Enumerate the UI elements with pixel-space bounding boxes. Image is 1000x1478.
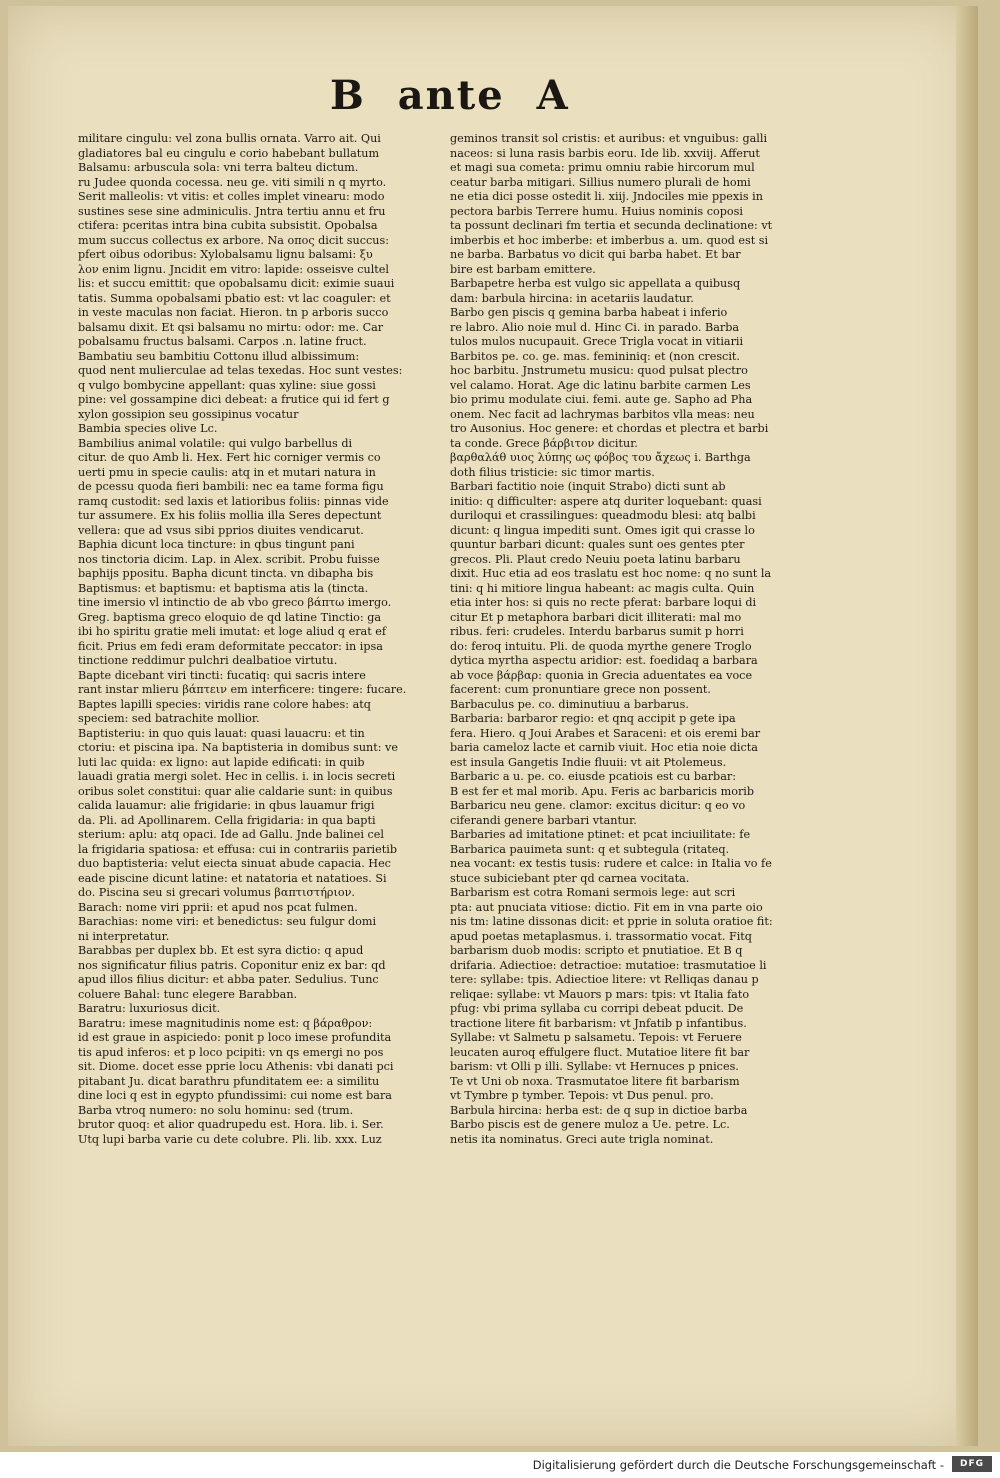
text-line: la frigidaria spatiosa: et effusa: cui in contrariis parietib	[78, 842, 397, 856]
text-line: Barbarica pauimeta sunt: q et subtegula (ritateq.	[450, 842, 730, 856]
page-edge	[956, 6, 978, 1446]
text-line: baphijs ppositu. Bapha dicunt tincta. vn dibapha bis	[78, 567, 374, 580]
text-line: speciem: sed batrachite mollior.	[78, 712, 260, 725]
text-line: hoc barbitu. Jnstrumetu musicu: quod pulsat plectro	[450, 364, 748, 377]
text-line: ramq custodit: sed laxis et latioribus foliis: pinnas vide	[78, 494, 389, 508]
text-line: Barbo piscis est de genere muloz a Ue. petre. Lc.	[450, 1118, 730, 1131]
text-line: sustines sese sine adminiculis. Jntra tertiu annu et fru	[78, 204, 386, 218]
text-line: tere: syllabe: tpis. Adiectioe litere: vt Relliqas danau p	[450, 973, 759, 986]
text-line: duriloqui et crassilingues: queadmodu blesi: atq balbi	[450, 509, 756, 522]
text-line: stuce subiciebant pter qd carnea vocitata.	[450, 871, 690, 885]
text-line: do: feroq intuitu. Pli. de quoda myrthe genere Troglo	[450, 639, 752, 653]
text-line: Barbaculus pe. co. diminutiuu a barbarus.	[450, 697, 689, 711]
text-line: Syllabe: vt Salmetu p salsametu. Tepois: vt Feruere	[450, 1031, 742, 1044]
text-line: tini: q hi mitiore lingua habeant: ac magis culta. Quin	[450, 581, 755, 595]
text-line: dam: barbula hircina: in acetariis laudatur.	[450, 291, 694, 305]
text-line: Barbaria: barbaror regio: et qnq accipit p gete ipa	[450, 712, 736, 725]
text-line: mum succus collectus ex arbore. Na οπος dicit succus:	[78, 233, 389, 247]
text-line: imberbis et hoc imberbe: et imberbus a. um. quod est si	[450, 233, 769, 247]
digitization-footer	[0, 1452, 1000, 1478]
text-line: Barach: nome viri pprii: et apud nos pcat fulmen.	[78, 900, 358, 914]
text-line: etia inter hos: si quis no recte pferat: barbare loqui di	[450, 596, 757, 609]
text-line: Barabbas per duplex bb. Et est syra dictio: q apud	[78, 944, 364, 957]
text-line: dixit. Huc etia ad eos traslatu est hoc nome: q no sunt la	[450, 567, 772, 580]
text-line: Te vt Uni ob noxa. Trasmutatoe litere fit barbarism	[450, 1074, 740, 1088]
text-line: militare cingulu: vel zona bullis ornata. Varro ait. Qui	[78, 132, 381, 145]
text-line: reliqae: syllabe: vt Mauors p mars: tpis: vt Italia fato	[450, 987, 750, 1001]
text-line: lis: et succu emittit: que opobalsamu dicit: eximie suaui	[78, 277, 395, 290]
text-line: ctoriu: et piscina ipa. Na baptisteria in domibus sunt: ve	[78, 741, 398, 754]
text-line: Bambatiu seu bambitiu Cottonu illud albissimum:	[78, 349, 360, 363]
text-line: id est graue in aspiciedo: ponit p loco imese profundita	[78, 1031, 392, 1044]
funding-credit: Digitalisierung gefördert durch die Deutsche Forschungsgemeinschaft -	[532, 1458, 944, 1472]
text-line: Barbarism est cotra Romani sermois lege: aut scri	[450, 886, 736, 899]
text-line: tro Ausonius. Hoc genere: et chordas et plectra et barbi	[450, 422, 769, 435]
text-line: apud illos filius dicitur: et abba pater. Sedulius. Tunc	[78, 973, 379, 986]
text-line: et magi sua cometa: primu omniu rabie hircorum mul	[450, 161, 755, 174]
text-line: Baratru: imese magnitudinis nome est: q βάραθρον:	[78, 1016, 373, 1030]
text-line: Barachias: nome viri: et benedictus: seu fulgur domi	[78, 915, 377, 928]
text-line: apud poetas metaplasmus. i. trassormatio vocat. Fitq	[450, 929, 752, 943]
text-line: onem. Nec facit ad lachrymas barbitos vlla meas: neu	[450, 407, 755, 421]
text-line: pine: vel gossampine dici debeat: a frutice qui id fert g	[78, 393, 390, 406]
text-line: oribus solet constitui: quar alie caldarie sunt: in quibus	[78, 784, 393, 798]
text-line: in veste maculas non faciat. Hieron. tn p arboris succo	[78, 306, 389, 319]
header-left-letter: B	[330, 72, 366, 119]
text-line: rant instar mlieru βάπτειν em interficere: tingere: fucare.	[78, 683, 407, 696]
text-line: Greg. baptisma greco eloquio de qd latine Tinctio: ga	[78, 610, 382, 624]
text-line: Bambilius animal volatile: qui vulgo barbellus di	[78, 436, 353, 450]
text-line: vellera: que ad vsus sibi pprios diuites vendicarut.	[78, 523, 364, 537]
text-line: duo baptisteria: velut eiecta sinuat abude capacia. Hec	[78, 857, 391, 870]
text-line: Baptes lapilli species: viridis rane colore habes: atq	[78, 697, 371, 711]
text-line: pfert oibus odoribus: Xylobalsamu lignu balsami: ξυ	[78, 248, 373, 261]
text-line: sterium: aplu: atq opaci. Ide ad Gallu. Jnde balinei cel	[78, 828, 384, 841]
text-line: dine loci q est in egypto pfundissimi: cui nome est bara	[78, 1089, 392, 1102]
text-line: est insula Gangetis Indie fluuii: vt ait Ptolemeus.	[450, 755, 727, 769]
text-line: ficit. Prius em fedi eram deformitate peccator: in ipsa	[78, 639, 383, 653]
text-line: ciferandi genere barbari vtantur.	[450, 813, 637, 827]
text-line: ne etia dici posse ostedit li. xiij. Jndociles mie ppexis in	[450, 190, 763, 203]
text-line: re labro. Alio noie mul d. Hinc Ci. in parado. Barba	[450, 320, 740, 334]
text-line: Serit malleolis: vt vitis: et colles implet vinearu: modo	[78, 190, 385, 203]
text-line: dytica myrtha aspectu aridior: est. foedidaq a barbara	[450, 654, 758, 667]
header-right-letter: A	[536, 72, 570, 119]
text-line: ne barba. Barbatus vo dicit qui barba habet. Et bar	[450, 248, 741, 261]
text-line: quuntur barbari dicunt: quales sunt oes gentes pter	[450, 538, 745, 551]
left-text-column	[78, 132, 442, 1147]
text-line: ceatur barba mitigari. Sillius numero plurali de homi	[450, 175, 751, 189]
right-text-column	[450, 132, 812, 1147]
text-line: βαρθαλάθ υιος λύπης ως φόβος του ἄχεως i. Barthga	[450, 451, 751, 464]
header-word: ante	[397, 72, 505, 119]
text-line: nis tm: latine dissonas dicit: et pprie in soluta oratioe fit:	[450, 915, 773, 928]
text-line: tine imersio vl intinctio de ab vbo greco βάπτω imergo.	[78, 596, 392, 609]
text-line: sit. Diome. docet esse pprie locu Athenis: vbi danati pci	[78, 1060, 394, 1073]
text-line: λον enim lignu. Jncidit em vitro: lapide: osseisve cultel	[78, 262, 389, 276]
text-line: Bambia species olive Lc.	[78, 422, 218, 435]
text-line: Baphia dicunt loca tincture: in qbus tingunt pani	[78, 538, 355, 551]
text-line: initio: q difficulter: aspere atq duriter loquebant: quasi	[450, 494, 762, 508]
text-line: ibi ho spiritu gratie meli imutat: et loge aliud q erat ef	[78, 625, 387, 638]
text-line: Balsamu: arbuscula sola: vni terra balteu dictum.	[78, 161, 359, 174]
text-line: vel calamo. Horat. Age dic latinu barbite carmen Les	[450, 378, 751, 392]
text-line: tractione litere fit barbarism: vt Jnfatib p infantibus.	[450, 1016, 747, 1030]
text-line: bio primu modulate ciui. femi. aute ge. Sapho ad Pha	[450, 393, 753, 406]
text-line: uerti pmu in specie caulis: atq in et mutari natura in	[78, 465, 376, 479]
text-line: tinctione reddimur pulchri dealbatioe virtutu.	[78, 654, 338, 667]
text-line: citur. de quo Amb li. Hex. Fert hic corniger vermis co	[78, 451, 381, 464]
text-line: Bapte dicebant viri tincti: fucatiq: qui sacris intere	[78, 668, 366, 682]
text-line: Baratru: luxuriosus dicit.	[78, 1002, 221, 1015]
text-line: nea vocant: ex testis tusis: rudere et calce: in Italia vo fe	[450, 857, 772, 870]
text-line: doth filius tristicie: sic timor martis.	[450, 465, 655, 479]
text-line: bire est barbam emittere.	[450, 262, 596, 276]
dfg-logo: DFG	[952, 1456, 992, 1472]
text-line: netis ita nominatus. Greci aute trigla nominat.	[450, 1132, 714, 1146]
text-line: ctifera: pceritas intra bina cubita subsistit. Opobalsa	[78, 219, 378, 232]
text-line: pta: aut pnuciata vitiose: dictio. Fit em in vna parte oio	[450, 900, 763, 914]
text-line: calida lauamur: alie frigidarie: in qbus lauamur frigi	[78, 799, 375, 812]
text-line: balsamu dixit. Et qsi balsamu no mirtu: odor: me. Car	[78, 320, 384, 334]
text-line: brutor quoq: et alior quadrupedu est. Hora. lib. i. Ser.	[78, 1118, 384, 1131]
text-line: grecos. Pli. Plaut credo Neuiu poeta latinu barbaru	[450, 552, 741, 566]
text-line: ribus. feri: crudeles. Interdu barbarus sumit p horri	[450, 625, 744, 638]
text-line: citur Et p metaphora barbari dicit illiterati: mal mo	[450, 610, 742, 624]
text-line: pitabant Ju. dicat barathru pfunditatem ee: a similitu	[78, 1074, 380, 1088]
text-line: dicunt: q lingua impediti sunt. Omes igit qui crasse lo	[450, 523, 755, 537]
text-line: Barbaric a u. pe. co. eiusde pcatiois est cu barbar:	[450, 770, 737, 783]
text-line: Baptismus: et baptismu: et baptisma atis la (tincta.	[78, 581, 369, 595]
text-line: pobalsamu fructus balsami. Carpos .n. latine fruct.	[78, 335, 367, 348]
text-line: tatis. Summa opobalsami pbatio est: vt lac coaguler: et	[78, 291, 391, 305]
text-line: ta possunt declinari fm tertia et secunda declinatione: vt	[450, 219, 773, 232]
text-line: Barbapetre herba est vulgo sic appellata a quibusq	[450, 277, 741, 290]
text-line: vt Tymbre p tymber. Tepois: vt Dus penul. pro.	[450, 1089, 714, 1102]
text-line: nos significatur filius patris. Coponitur eniz ex bar: qd	[78, 958, 386, 972]
text-line: gladiatores bal eu cingulu e corio habebant bullatum	[78, 146, 380, 160]
text-line: geminos transit sol cristis: et auribus: et vnguibus: galli	[450, 132, 768, 145]
text-line: Baptisteriu: in quo quis lauat: quasi lauacru: et tin	[78, 726, 365, 740]
text-line: pectora barbis Terrere humu. Huius nominis coposi	[450, 204, 743, 218]
text-line: ru Judee quonda cocessa. neu ge. viti simili n q myrto.	[78, 175, 387, 189]
text-line: Barbo gen piscis q gemina barba habeat i inferio	[450, 306, 728, 319]
text-line: Barbula hircina: herba est: de q sup in dictioe barba	[450, 1103, 748, 1117]
text-line: nos tinctoria dicim. Lap. in Alex. scribit. Probu fuisse	[78, 552, 380, 566]
text-line: naceos: si luna rasis barbis eoru. Ide lib. xxviij. Afferut	[450, 146, 760, 160]
text-line: Barbaricu neu gene. clamor: excitus dicitur: q eo vo	[450, 799, 746, 812]
text-line: pfug: vbi prima syllaba cu corripi debeat pducit. De	[450, 1002, 744, 1015]
text-line: ab voce βάρβαρ: quonia in Grecia aduentates ea voce	[450, 668, 753, 682]
text-line: coluere Bahal: tunc elegere Barabban.	[78, 987, 298, 1001]
text-line: Barbitos pe. co. ge. mas. femininiq: et (non crescit.	[450, 349, 740, 363]
text-line: facerent: cum pronuntiare grece non possent.	[450, 683, 711, 696]
text-line: Barbaries ad imitatione ptinet: et pcat inciuilitate: fe	[450, 828, 751, 841]
text-line: ni interpretatur.	[78, 929, 170, 943]
text-line: tis apud inferos: et p loco pcipiti: vn qs emergi no pos	[78, 1045, 384, 1059]
text-line: Barba vtroq numero: no solu hominu: sed (trum.	[78, 1103, 354, 1117]
text-line: quod nent mulierculae ad telas texedas. Hoc sunt vestes:	[78, 364, 403, 377]
text-line: ta conde. Grece βάρβιτον dicitur.	[450, 436, 638, 450]
text-line: leucaten auroq effulgere fluct. Mutatioe litere fit bar	[450, 1045, 750, 1059]
text-line: drifaria. Adiectioe: detractioe: mutatioe: trasmutatioe li	[450, 958, 767, 972]
text-line: fera. Hiero. q Joui Arabes et Saraceni: et ois eremi bar	[450, 726, 761, 740]
text-line: Barbari factitio noie (inquit Strabo) dicti sunt ab	[450, 480, 726, 493]
text-line: do. Piscina seu si grecari volumus βαπτιστήριον.	[78, 886, 355, 899]
text-line: baria cameloz lacte et carnib viuit. Hoc etia noie dicta	[450, 741, 758, 754]
text-line: luti lac quida: ex ligno: aut lapide edificati: in quib	[78, 755, 365, 769]
text-line: eade piscine dicunt latine: et natatoria et natatioes. Si	[78, 871, 387, 885]
text-line: q vulgo bombycine appellant: quas xyline: siue gossi	[78, 378, 376, 392]
text-line: barism: vt Olli p illi. Syllabe: vt Hernuces p pnices.	[450, 1060, 739, 1073]
text-line: de pcessu quoda fieri bambili: nec ea tame forma figu	[78, 480, 384, 493]
text-line: xylon gossipion seu gossipinus vocatur	[78, 407, 299, 421]
text-line: tur assumere. Ex his foliis mollia illa Seres depectunt	[78, 509, 382, 522]
text-line: tulos mulos nucupauit. Grece Trigla vocat in vitiarii	[450, 335, 744, 348]
text-line: lauadi gratia mergi solet. Hec in cellis. i. in locis secreti	[78, 770, 396, 783]
text-line: da. Pli. ad Apollinarem. Cella frigidaria: in qua bapti	[78, 813, 376, 827]
text-line: Utq lupi barba varie cu dete colubre. Pli. lib. xxx. Luz	[78, 1132, 382, 1146]
text-line: barbarism duob modis: scripto et pnutiatioe. Et B q	[450, 944, 743, 957]
text-line: B est fer et mal morib. Apu. Feris ac barbaricis morib	[450, 784, 755, 798]
running-header	[330, 72, 590, 132]
